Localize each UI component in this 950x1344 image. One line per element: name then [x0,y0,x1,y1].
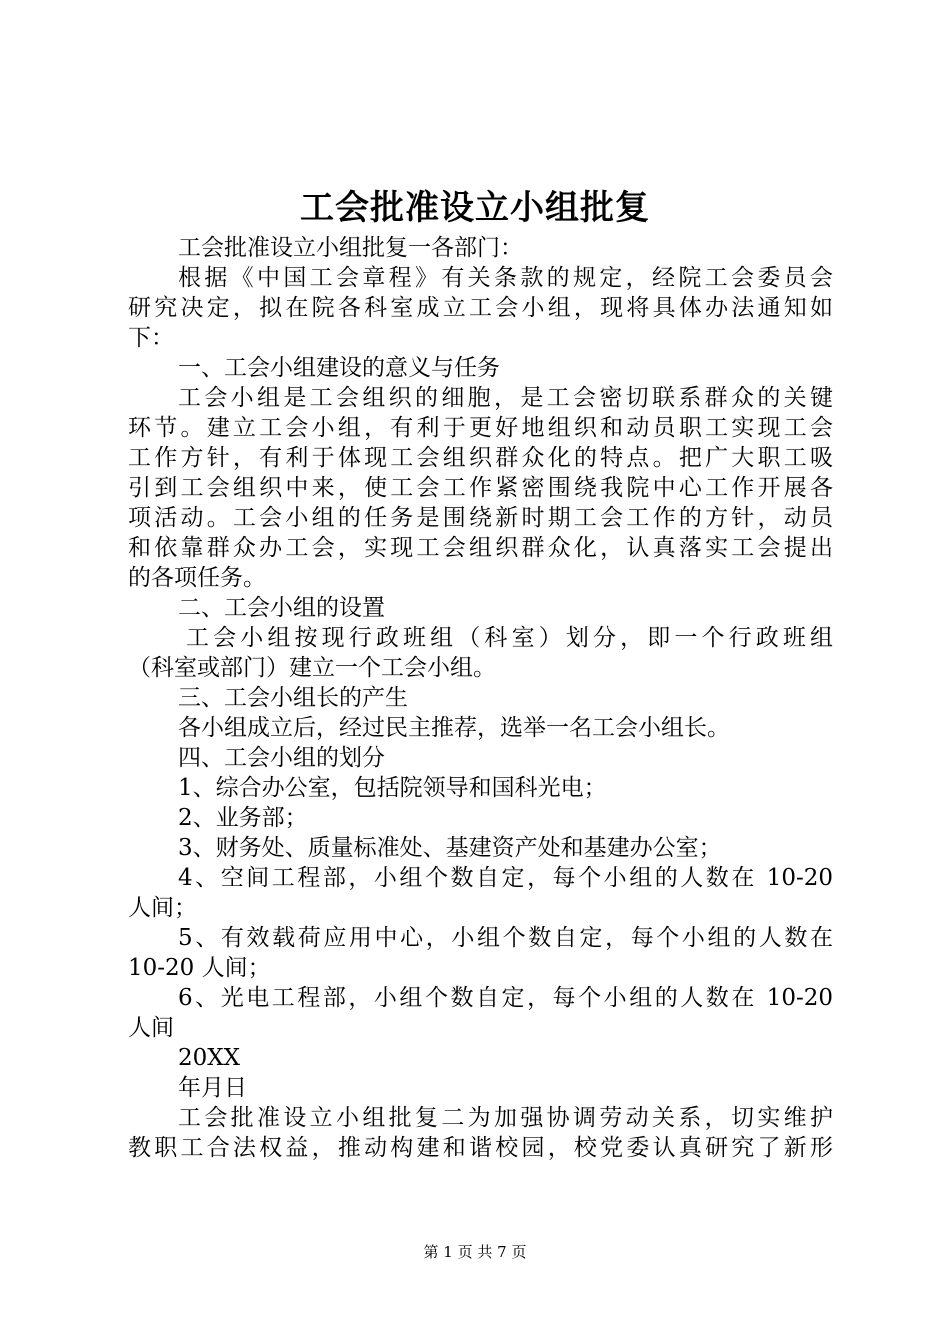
paragraph-line: 工会小组按现行政班组（科室）划分，即一个行政班组 [186,625,833,651]
list-item: 3、财务处、质量标准处、基建资产处和基建办公室； [178,835,722,861]
paragraph-line: 的各项任务。 [128,565,266,591]
document-title: 工会批准设立小组批复 [300,188,650,228]
document-body [128,233,833,1163]
paragraph-line: 各小组成立后，经过民主推荐，选举一名工会小组长。 [178,715,730,741]
paragraph-line: 根据《中国工会章程》有关条款的规定，经院工会委员会 [178,265,833,291]
page-number-footer: 第 1 页 共 7 页 [423,1243,527,1261]
section-heading: 二、工会小组的设置 [178,595,385,621]
section-heading: 三、工会小组长的产生 [178,685,408,711]
paragraph-line: 项活动。工会小组的任务是围绕新时期工会工作的方针，动员 [128,505,833,531]
paragraph-line: 下： [128,325,174,351]
paragraph-line: 研究决定，拟在院各科室成立工会小组，现将具体办法通知如 [128,295,833,321]
list-item-continuation: 人间 [128,1015,174,1041]
paragraph-line: 工会批准设立小组批复一各部门： [178,235,523,261]
paragraph-line: 工会批准设立小组批复二为加强协调劳动关系，切实维护 [178,1105,833,1131]
list-item: 6、光电工程部，小组个数自定，每个小组的人数在 10-20 [178,985,833,1011]
list-item: 4、空间工程部，小组个数自定，每个小组的人数在 10-20 [178,865,833,891]
list-item-continuation: 10-20 人间； [128,955,271,981]
list-item: 5、有效载荷应用中心，小组个数自定，每个小组的人数在 [178,925,833,951]
paragraph-line: （科室或部门）建立一个工会小组。 [128,655,496,681]
list-item: 2、业务部； [178,805,308,831]
paragraph-line: 和依靠群众办工会，实现工会组织群众化，认真落实工会提出 [128,535,833,561]
date-line: 年月日 [178,1075,247,1101]
paragraph-line: 引到工会组织中来，使工会工作紧密围绕我院中心工作开展各 [128,475,833,501]
section-heading: 一、工会小组建设的意义与任务 [178,355,500,381]
list-item: 1、综合办公室，包括院领导和国科光电； [178,775,607,801]
paragraph-line: 环节。建立工会小组，有利于更好地组织和动员职工实现工会 [128,415,833,441]
list-item-continuation: 人间； [128,895,197,921]
paragraph-line: 教职工合法权益，推动构建和谐校园，校党委认真研究了新形 [128,1135,833,1161]
date-year: 20XX [178,1045,241,1071]
paragraph-line: 工作方针，有利于体现工会组织群众化的特点。把广大职工吸 [128,445,833,471]
paragraph-line: 工会小组是工会组织的细胞，是工会密切联系群众的关键 [178,385,833,411]
section-heading: 四、工会小组的划分 [178,745,385,771]
